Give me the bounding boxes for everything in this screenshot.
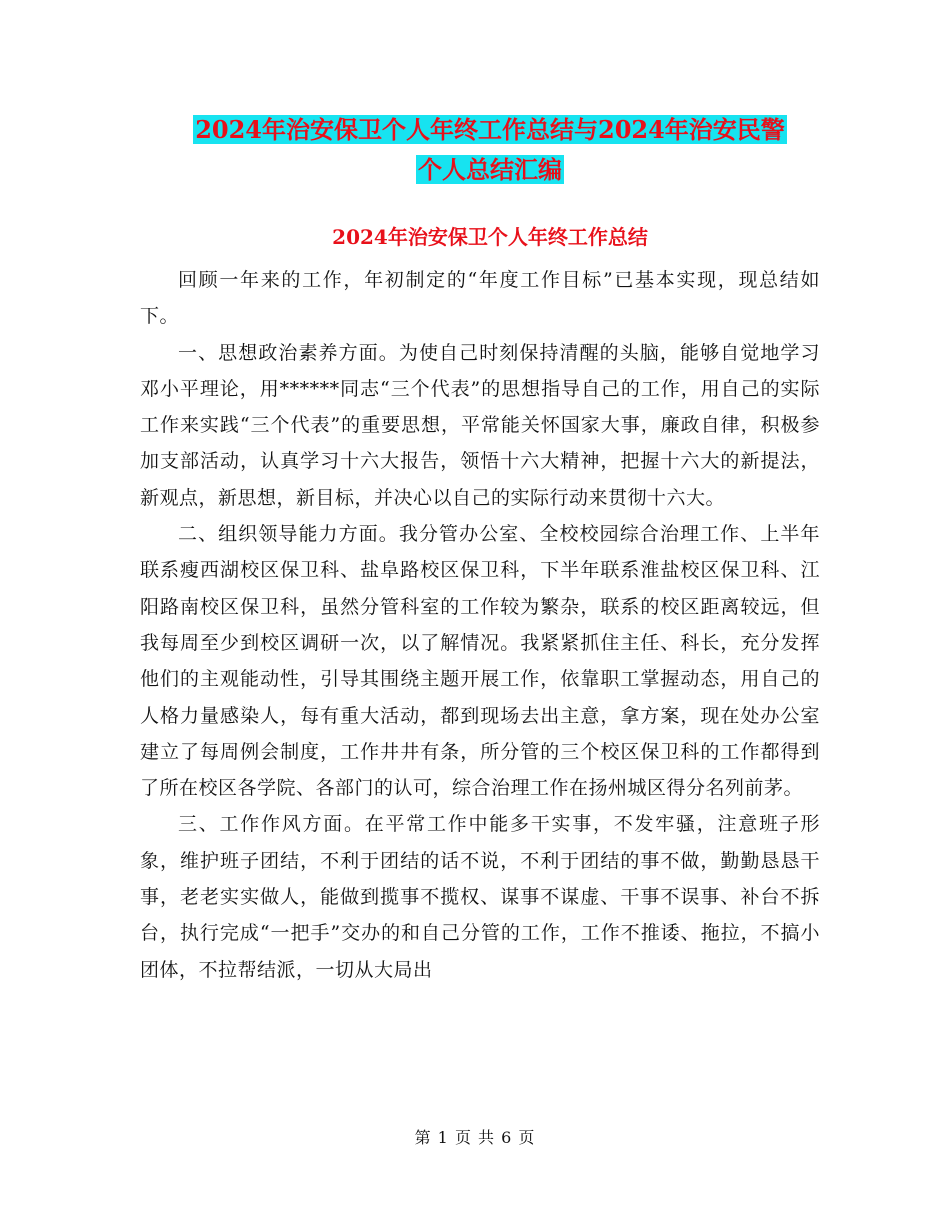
- section-title: 2024年治安保卫个人年终工作总结: [332, 225, 648, 249]
- page-number-footer: 第 1 页 共 6 页: [414, 1128, 536, 1147]
- paragraph-work-style: 三、工作作风方面。在平常工作中能多干实事，不发牢骚，注意班子形象，维护班子团结，不利于团结的话不说，不利于团结的事不做，勤勤恳恳干事，老老实实做人，能做到揽事不揽权、谋事不谋虚、干事不误事、补台不拆台，执行完成“一把手”交办的和自己分管的工作，工作不推诿、拖拉，不搞小团体，不拉帮结派，一切从大局出: [140, 813, 820, 981]
- paragraph-political: 一、思想政治素养方面。为使自己时刻保持清醒的头脑，能够自觉地学习邓小平理论，用******同志“三个代表”的思想指导自己的工作，用自己的实际工作来实践“三个代表”的重要思想，平常能关怀国家大事，廉政自律，积极参加支部活动，认真学习十六大报告，领悟十六大精神，把握十六大的新提法，新观点，新思想，新目标，并决心以自己的实际行动来贯彻十六大。: [140, 341, 820, 509]
- document-title: [140, 110, 840, 190]
- document-body: [140, 262, 820, 988]
- title-line-2: 个人总结汇编: [418, 155, 562, 184]
- paragraph-intro: 回顾一年来的工作，年初制定的“年度工作目标”已基本实现，现总结如下。: [140, 269, 820, 328]
- paragraph-leadership: 二、组织领导能力方面。我分管办公室、全校校园综合治理工作、上半年联系瘦西湖校区保卫科、盐阜路校区保卫科，下半年联系淮盐校区保卫科、江阳路南校区保卫科，虽然分管科室的工作较为繁杂，联系的校区距离较远，但我每周至少到校区调研一次，以了解情况。我紧紧抓住主任、科长，充分发挥他们的主观能动性，引导其围绕主题开展工作，依靠职工掌握动态，用自己的人格力量感染人，每有重大活动，都到现场去出主意，拿方案，现在处办公室建立了每周例会制度，工作井井有条，所分管的三个校区保卫科的工作都得到了所在校区各学院、各部门的认可，综合治理工作在扬州城区得分名列前茅。: [140, 523, 820, 800]
- title-line-1: 2024年治安保卫个人年终工作总结与2024年治安民警: [195, 115, 785, 144]
